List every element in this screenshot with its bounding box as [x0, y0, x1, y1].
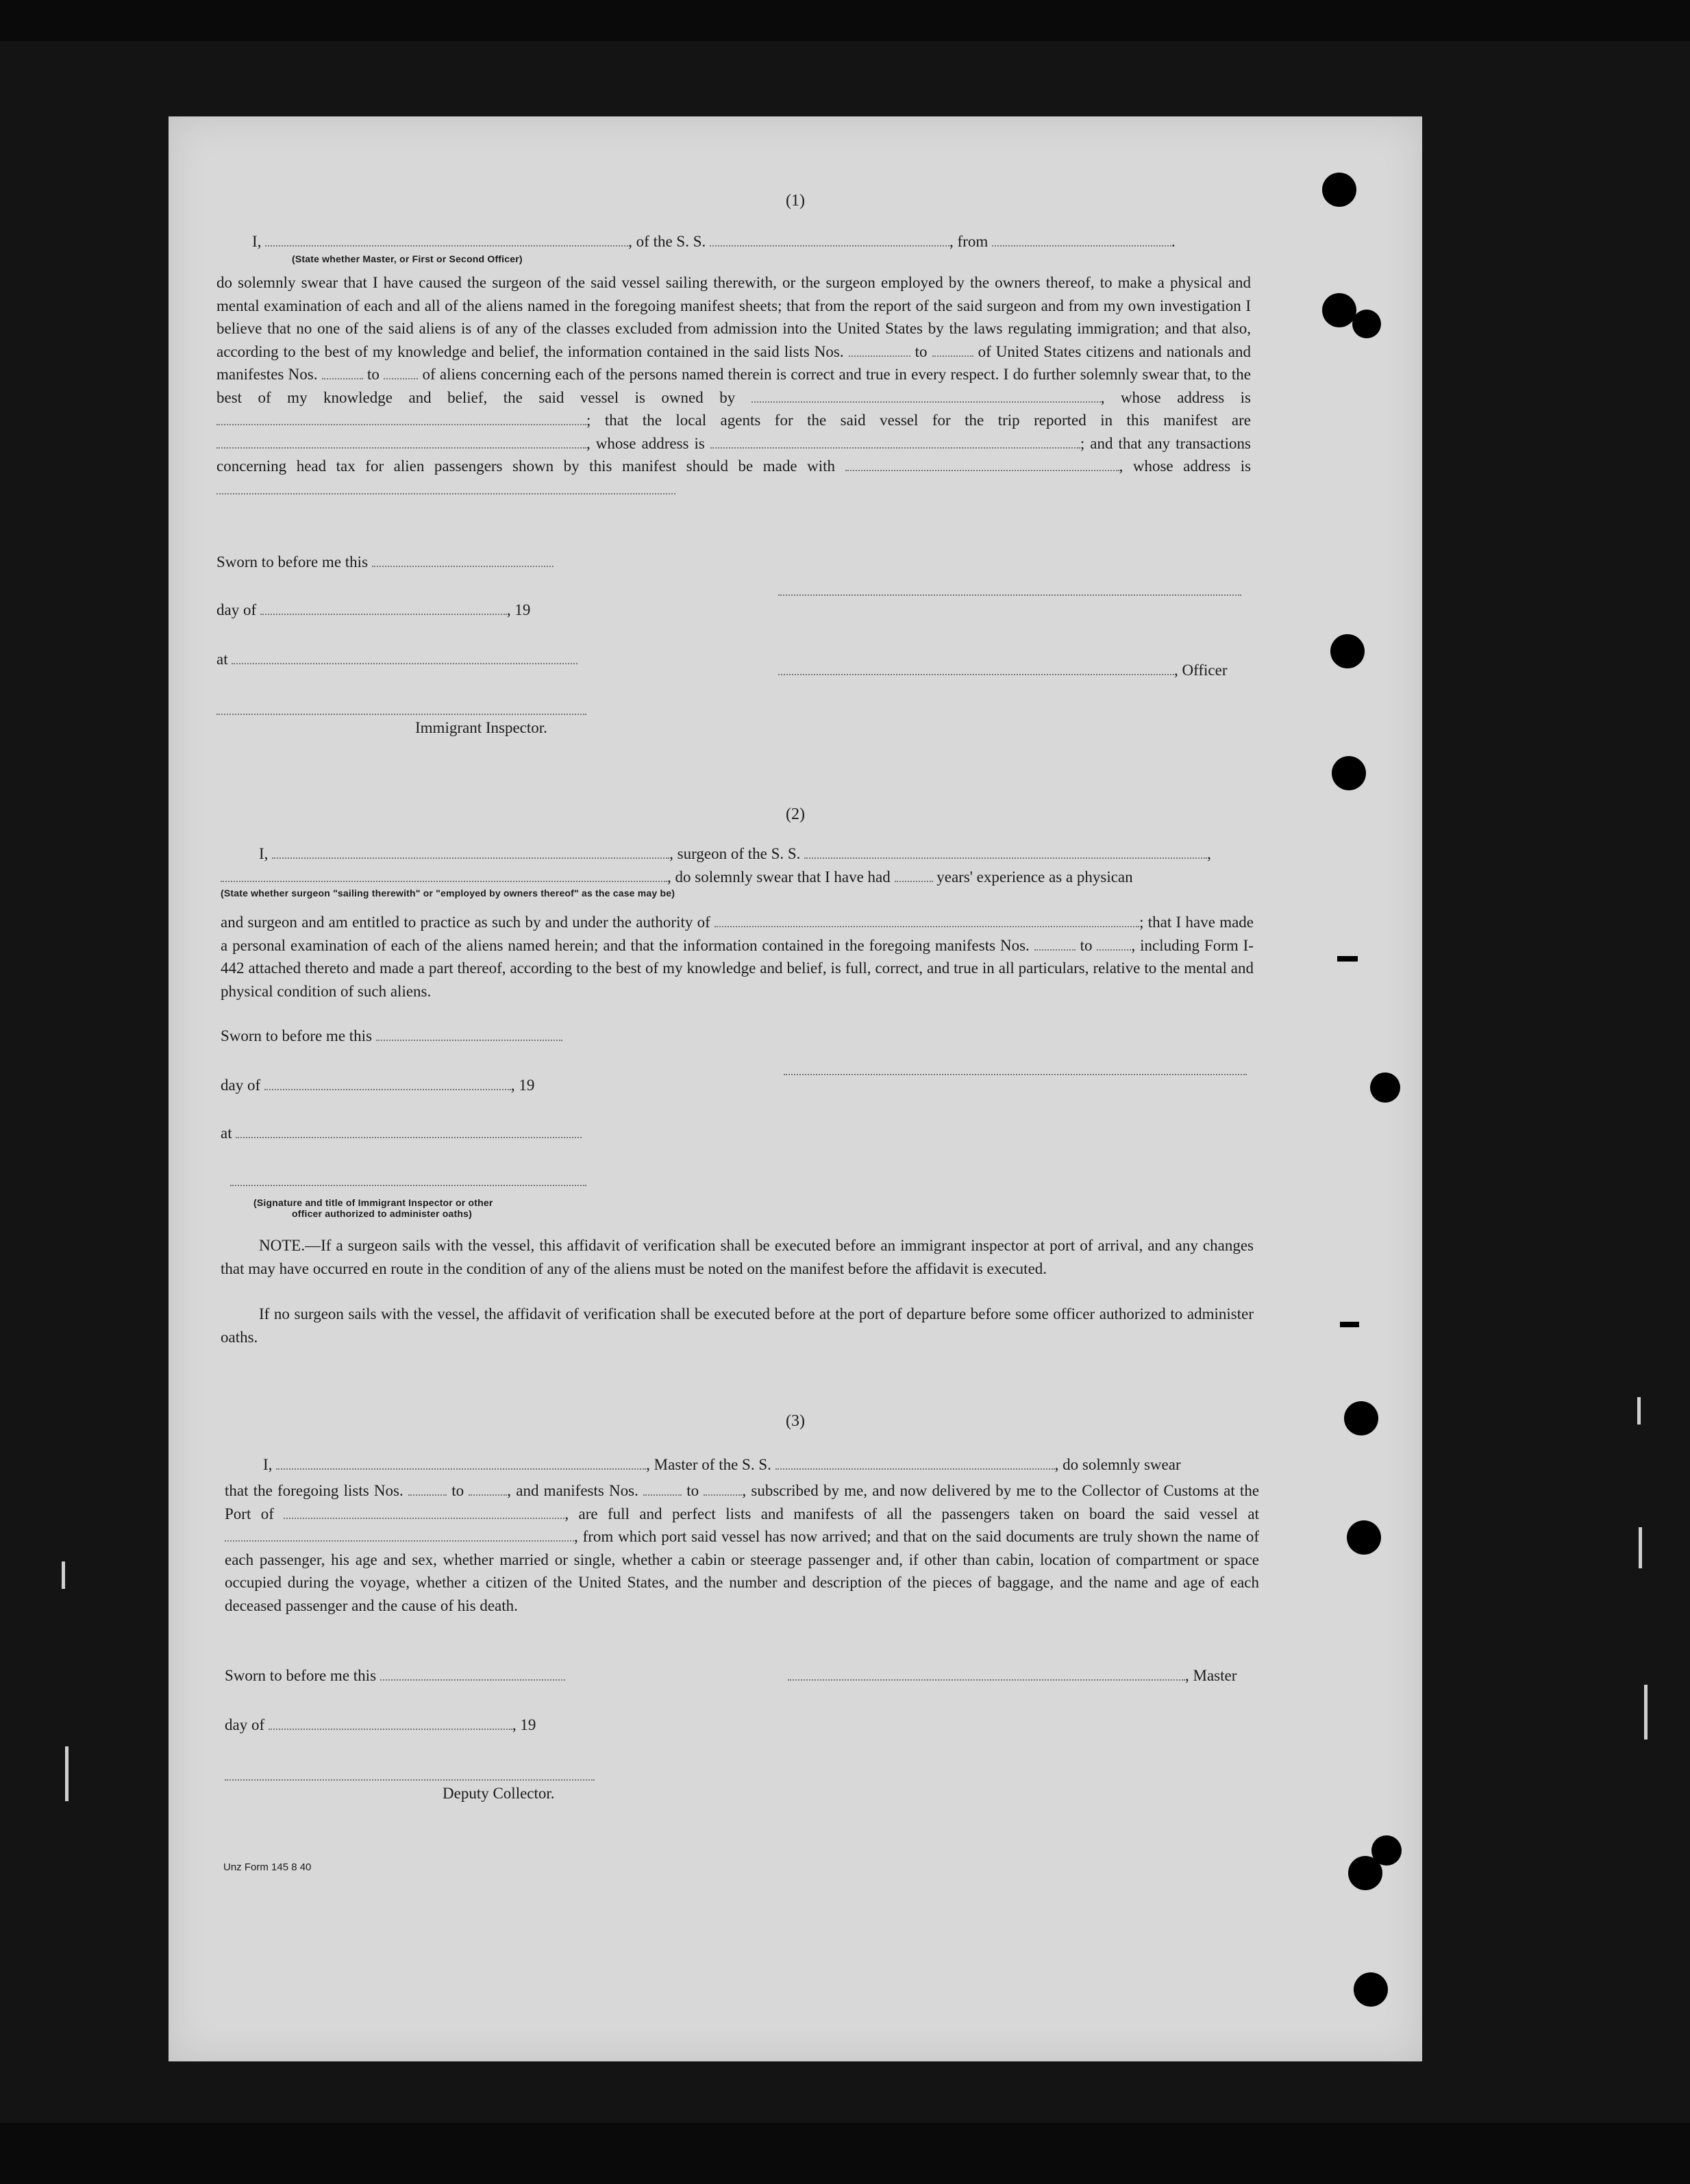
s3-body-text: , from which port said vessel has now arrived; and that on the said documents are truly shown the name of each passenger, his age and sex, whether married or single, whether a cabin or steerage passenger and, if other than cabin, location of compartment or space occupied during the voyage, whether a citizen of the United States, and the number and description of the pieces of baggage, and the name and age of each deceased passenger and the cause of his death.: [225, 1528, 1259, 1614]
punch-hole: [1330, 634, 1365, 668]
s1-inspector-sig-line: [216, 714, 586, 715]
s1-text: , from: [949, 233, 989, 250]
s1-inspector-label: Immigrant Inspector.: [415, 719, 547, 736]
s2-second-line: [221, 868, 1133, 886]
blank: [895, 880, 933, 882]
s1-body-text: whose address is: [1132, 457, 1252, 475]
s3-body: [225, 1479, 1259, 1617]
scan-border-top: [0, 0, 1690, 41]
blank: [710, 447, 1080, 449]
blank: [269, 1728, 512, 1730]
punch-hole: [1347, 1520, 1381, 1555]
s1-officer: [778, 662, 1227, 679]
blank: [643, 1494, 682, 1496]
s2-text: years' experience as a physican: [936, 868, 1133, 886]
blank: [376, 1039, 562, 1041]
s2-note-text: NOTE.—If a surgeon sails with the vessel, this affidavit of verification shall be executed before an immigrant inspector at port of arrival, and any changes that may have occurred en route in the condition of any of the aliens must be noted on the manifest before the affidavit is executed.: [221, 1237, 1254, 1277]
s3-body-text: , subscribed by me, and now delivered by me to the Collector of Customs at the Port of: [225, 1482, 1260, 1522]
s2-at-label: at: [221, 1125, 232, 1142]
blank: [775, 1468, 1055, 1470]
s2-text: , do solemnly swear that I have had: [667, 868, 891, 886]
s1-body-text: ; and that any transactions concerning head tax for alien passengers shown by this manifest should be made with: [216, 434, 1251, 475]
blank: [1097, 949, 1131, 951]
s1-officer-label: , Officer: [1174, 662, 1228, 679]
punch-hole: [1332, 756, 1366, 790]
s1-body-text: , whose address is: [1100, 388, 1251, 406]
s2-note-paragraph-1: [221, 1234, 1254, 1280]
blank: [778, 673, 1174, 675]
s2-surgeon-sig-line: [784, 1074, 1247, 1075]
blank: [260, 613, 507, 615]
punch-hole: [1371, 1835, 1402, 1866]
s1-body-text: to: [367, 366, 380, 383]
blank: [372, 565, 554, 567]
s3-text: , Master of the S. S.: [646, 1456, 771, 1473]
s1-text: I,: [252, 233, 262, 250]
s2-body-text: , including Form I-442 attached thereto and made a part thereof, according to the best of my knowledge and belief, is full, correct, and true in all particulars, relative to the mental and physical condition of such aliens.: [221, 936, 1254, 1000]
s2-sworn-label: Sworn to before me this: [221, 1027, 373, 1044]
blank: [264, 1088, 511, 1090]
blank: [804, 857, 1207, 859]
s1-day: [216, 601, 530, 619]
scan-border-bottom: [0, 2123, 1690, 2184]
s1-body-text: ,: [1119, 457, 1123, 475]
s3-text: , do solemnly swear: [1054, 1456, 1181, 1473]
s3-year-label: , 19: [512, 1716, 536, 1733]
edge-mark: [65, 1746, 69, 1801]
s2-at: [221, 1125, 582, 1142]
s1-vessel-blank: [710, 244, 949, 247]
s3-body-text: , and manifests Nos.: [507, 1482, 638, 1499]
s1-body-text: do solemnly swear that I have caused the surgeon of the said vessel sailing therewith, or the surgeon employed by the owners thereof, to make a physical and mental examination of each and all of the aliens named in the foregoing manifest sheets; that from the report of the said surgeon and from my own investigation I believe that no one of the said aliens is of any of the classes excluded from admission into the United States by the laws regulating immigration; and that also, according to the best of my knowledge and belief, the information contained in the said lists Nos.: [216, 274, 1251, 360]
blank: [232, 662, 577, 664]
punch-hole: [1370, 1072, 1400, 1103]
blank: [221, 880, 667, 882]
s2-note-text: If no surgeon sails with the vessel, the affidavit of verification shall be executed before at the port of departure before some officer authorized to administer oaths.: [221, 1305, 1254, 1346]
s1-body-text: of aliens concerning each of the persons named therein is correct and true in every respect. I do further solemnly swear that, to the best of my knowledge and belief, the said vessel is owned by: [216, 366, 1252, 406]
punch-hole: [1354, 1972, 1388, 2007]
s1-first-line: [252, 233, 1176, 251]
s1-at-label: at: [216, 651, 228, 668]
blank: [322, 377, 363, 379]
s1-body: [216, 271, 1251, 501]
s3-sworn-label: Sworn to before me this: [225, 1667, 377, 1684]
s1-text: .: [1171, 233, 1176, 250]
blank: [276, 1468, 646, 1470]
s1-at: [216, 651, 577, 668]
section-3-number: (3): [786, 1412, 805, 1430]
blank: [216, 447, 586, 449]
edge-mark: [62, 1561, 65, 1589]
s1-year-label: , 19: [506, 601, 531, 618]
s2-year-label: , 19: [510, 1077, 535, 1094]
punch-hole: [1322, 293, 1356, 327]
blank: [284, 1517, 564, 1519]
blank: [469, 1494, 507, 1496]
section-1-number: (1): [786, 192, 805, 210]
blank: [236, 1136, 582, 1138]
blank: [216, 492, 675, 494]
s2-text: I,: [259, 845, 269, 862]
s2-signature-note-2: officer authorized to administer oaths): [292, 1208, 472, 1219]
s2-first-line: [259, 845, 1211, 863]
s2-text: , surgeon of the S. S.: [669, 845, 801, 862]
blank: [751, 401, 1101, 403]
blank: [788, 1679, 1185, 1681]
paper-mark: [1337, 956, 1358, 962]
s2-inspector-sig-line: [230, 1185, 586, 1186]
s3-master: [788, 1667, 1237, 1685]
blank: [408, 1494, 447, 1496]
blank: [225, 1540, 574, 1542]
s2-body-text: to: [1080, 936, 1093, 954]
s1-sworn-label: Sworn to before me this: [216, 553, 369, 570]
s1-day-label: day of: [216, 601, 257, 618]
blank: [849, 355, 910, 357]
s1-body-text: of United States citizens and nationals and manifestes Nos.: [216, 342, 1252, 383]
s1-body-text: , whose address is: [586, 434, 705, 452]
s1-officer-sig-line: [778, 594, 1241, 596]
s1-officer-blank: [265, 244, 628, 247]
s1-text: , of the S. S.: [628, 233, 706, 250]
paper-mark: [1340, 1322, 1359, 1327]
s1-body-text: to: [915, 342, 928, 360]
s3-body-text: to: [686, 1482, 699, 1499]
s1-sworn: [216, 553, 554, 571]
s3-text: I,: [263, 1456, 273, 1473]
s1-from-blank: [992, 244, 1171, 247]
s3-collector-sig-line: [225, 1779, 595, 1781]
section-2-number: (2): [786, 805, 805, 823]
s2-day: [221, 1077, 534, 1094]
punch-hole: [1352, 310, 1381, 338]
s2-body-text: and surgeon and am entitled to practice as such by and under the authority of: [221, 914, 710, 931]
edge-mark: [1639, 1527, 1642, 1568]
s2-note-paragraph-2: [221, 1303, 1254, 1348]
s3-body-text: that the foregoing lists Nos.: [225, 1482, 403, 1499]
s2-day-label: day of: [221, 1077, 261, 1094]
s1-body-text: ; that the local agents for the said vessel for the trip reported in this manifest are: [586, 412, 1251, 429]
s3-master-label: , Master: [1185, 1667, 1237, 1684]
blank: [216, 423, 586, 425]
s2-sworn: [221, 1027, 562, 1045]
s1-officer-note: (State whether Master, or First or Second Officer): [292, 253, 523, 264]
blank: [380, 1679, 565, 1681]
s2-body-text: ; that I have made a personal examination of each of the aliens named herein; and that the information contained in the foregoing manifests Nos.: [221, 914, 1254, 954]
edge-mark: [1644, 1685, 1648, 1740]
form-code: Unz Form 145 8 40: [223, 1861, 312, 1873]
s3-collector-label: Deputy Collector.: [443, 1785, 555, 1802]
s2-signature-note-1: (Signature and title of Immigrant Inspector or other: [253, 1197, 493, 1208]
s3-day-label: day of: [225, 1716, 265, 1733]
s3-sworn: [225, 1667, 565, 1685]
s2-body: [221, 911, 1254, 1003]
blank: [932, 355, 973, 357]
s3-day: [225, 1716, 536, 1734]
s3-body-text: to: [451, 1482, 464, 1499]
s2-text: ,: [1207, 845, 1211, 862]
blank: [384, 377, 418, 379]
s3-body-text: , are full and perfect lists and manifests of all the passengers taken on board the said vessel at: [564, 1505, 1260, 1522]
blank: [704, 1494, 742, 1496]
edge-mark: [1637, 1397, 1641, 1424]
blank: [1034, 949, 1076, 951]
blank: [845, 469, 1119, 471]
s2-surgeon-note: (State whether surgeon "sailing therewith" or "employed by owners thereof" as the case may be): [221, 888, 675, 899]
s3-first-line: [263, 1456, 1181, 1474]
blank: [714, 925, 1139, 927]
document-page: [169, 116, 1422, 2061]
blank: [272, 857, 669, 859]
